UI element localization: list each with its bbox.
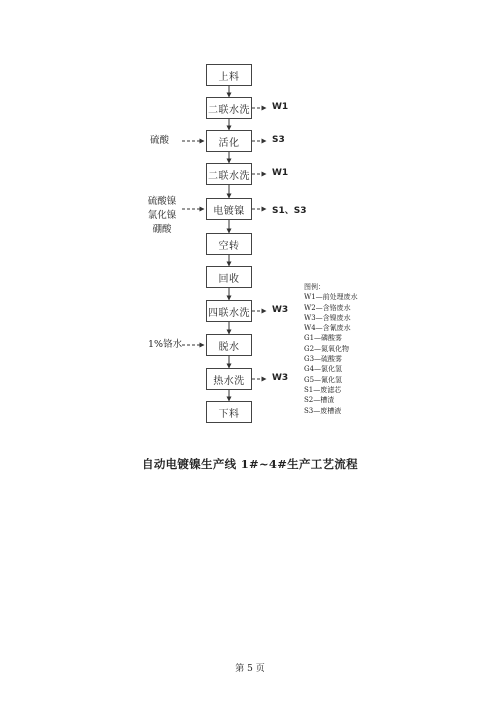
legend-item: W4—含氰废水 — [304, 324, 351, 333]
input-label-plating — [144, 195, 180, 237]
legend-item: G3—硫酸雾 — [304, 355, 343, 364]
page-number: 第 5 页 — [235, 664, 265, 674]
legend-item: G2—氮氧化物 — [304, 344, 350, 353]
figure-caption: 自动电镀镍生产线 1#~4#生产工艺流程 — [142, 457, 358, 471]
legend-item: G4—氯化氢 — [304, 365, 343, 374]
output-label-step8: W3 — [272, 305, 289, 315]
output-label-step3: S3 — [272, 135, 285, 145]
legend-item: W2—含铬废水 — [304, 303, 351, 312]
flow-step-dehydration: 脱水 — [206, 334, 252, 356]
legend-item: G5—氰化氢 — [304, 375, 343, 384]
legend-title: 图例： — [304, 283, 325, 291]
legend-item: S3—废槽液 — [304, 406, 342, 415]
input-label-plating-3: 硼酸 — [152, 224, 172, 235]
legend-item: S1—废滤芯 — [304, 385, 342, 394]
output-label-step2: W1 — [272, 102, 289, 112]
input-label-plating-2: 氯化镍 — [147, 210, 177, 221]
output-label-step10: W3 — [272, 373, 289, 383]
legend-item: G1—磷酸雾 — [304, 334, 343, 343]
flow-step-rinse-2stage-b: 二联水洗 — [206, 163, 252, 185]
output-label-step4: W1 — [272, 168, 289, 178]
legend-item: W3—含镍废水 — [304, 313, 351, 322]
flow-step-loading: 上料 — [206, 64, 252, 86]
legend-item: W1—前处理废水 — [304, 293, 358, 302]
legend — [304, 282, 358, 416]
output-label-step5: S1、S3 — [272, 206, 307, 216]
input-label-dehydration: 1%铬水 — [148, 339, 183, 350]
flow-step-nickel-plating: 电镀镍 — [206, 198, 252, 220]
legend-item: S2—槽渣 — [304, 396, 335, 405]
flow-step-rinse-2stage-a: 二联水洗 — [206, 97, 252, 119]
flow-step-rinse-4stage: 四联水洗 — [206, 300, 252, 322]
flow-step-unloading: 下料 — [206, 401, 252, 423]
input-label-activation: 硫酸 — [150, 135, 170, 146]
flow-step-hot-rinse: 热水洗 — [206, 368, 252, 390]
flow-step-activation: 活化 — [206, 130, 252, 152]
flow-step-recovery: 回收 — [206, 266, 252, 288]
flow-step-idle-spin: 空转 — [206, 233, 252, 255]
input-label-plating-1: 硫酸镍 — [147, 196, 177, 207]
